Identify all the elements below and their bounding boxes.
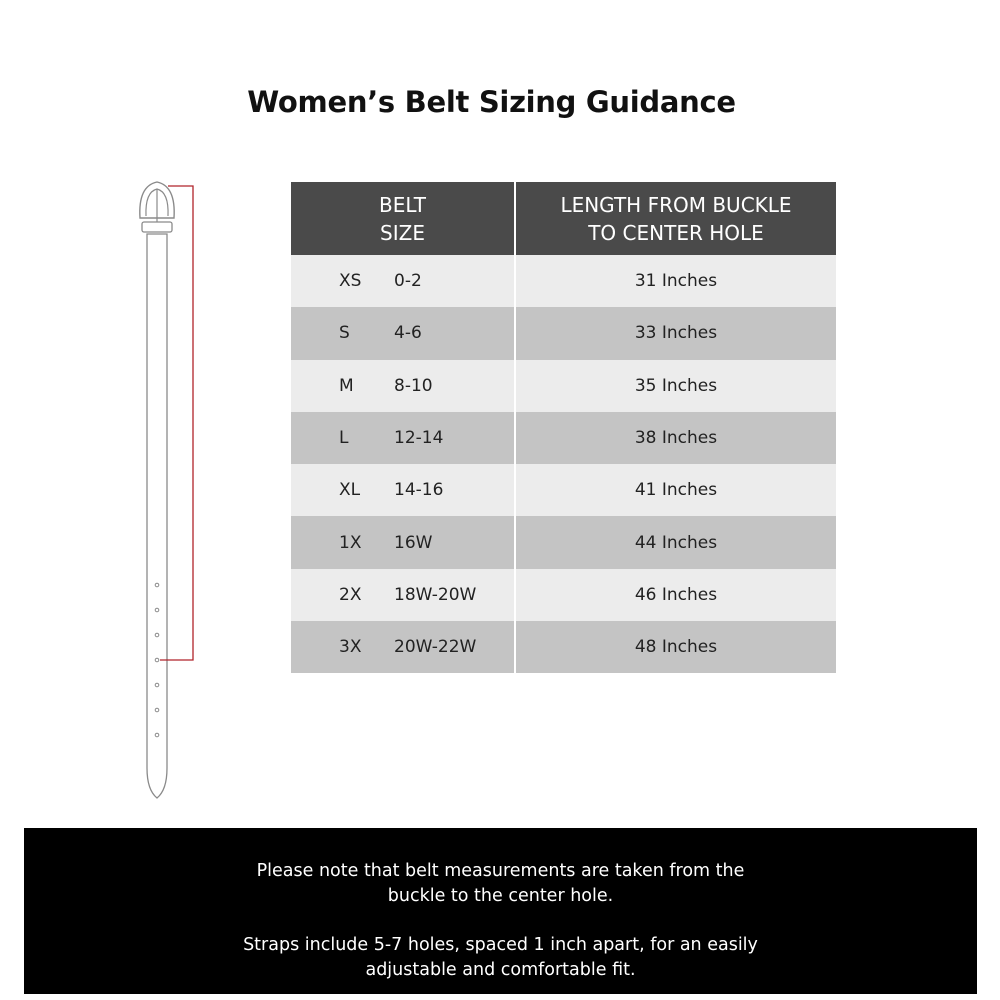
length-cell: 33 Inches [515,307,836,359]
size-numeric: 0-2 [394,271,422,292]
size-table [291,182,836,673]
size-code: 3X [339,637,362,658]
length-cell: 31 Inches [515,255,836,307]
header-length [515,182,836,255]
size-cell [291,621,515,673]
size-code: XS [339,271,362,292]
table-header-row [291,182,836,255]
note-line: buckle to the center hole. [387,886,614,906]
length-cell: 48 Inches [515,621,836,673]
size-cell [291,360,515,412]
size-code: M [339,375,354,396]
size-numeric: 16W [394,532,433,553]
size-code: S [339,323,350,344]
table-row [291,621,836,673]
length-cell: 35 Inches [515,360,836,412]
size-code: 1X [339,532,362,553]
note-line: Straps include 5-7 holes, spaced 1 inch apart, for an easily [243,935,758,955]
note-line: Please note that belt measurements are taken from the [256,861,745,881]
size-cell [291,516,515,568]
note-paragraph-holes [24,933,977,983]
header-size-line: SIZE [380,220,425,245]
header-belt-size [291,182,515,255]
table-row [291,464,836,516]
table-row [291,360,836,412]
size-numeric: 8-10 [394,375,433,396]
note-paragraph-measurement [24,859,977,909]
note-line: adjustable and comfortable fit. [365,960,636,980]
size-cell [291,307,515,359]
header-length-line: LENGTH FROM BUCKLE [560,192,792,217]
size-code: L [339,428,349,449]
size-numeric: 4-6 [394,323,422,344]
measurement-note-panel [24,828,977,994]
size-cell [291,412,515,464]
table-row [291,412,836,464]
header-length-line: TO CENTER HOLE [588,220,764,245]
belt-icon [126,178,206,803]
size-numeric: 14-16 [394,480,444,501]
length-cell: 41 Inches [515,464,836,516]
size-numeric: 12-14 [394,428,444,449]
page-title: Women’s Belt Sizing Guidance [247,85,736,120]
table-row [291,516,836,568]
size-cell [291,464,515,516]
table-row [291,307,836,359]
length-cell: 38 Inches [515,412,836,464]
size-numeric: 18W-20W [394,584,477,605]
length-cell: 44 Inches [515,516,836,568]
size-code: XL [339,480,361,501]
table-row [291,255,836,307]
size-cell [291,569,515,621]
size-code: 2X [339,584,362,605]
table-row [291,569,836,621]
length-cell: 46 Inches [515,569,836,621]
belt-strap [147,234,167,798]
size-cell [291,255,515,307]
size-numeric: 20W-22W [394,637,477,658]
belt-keeper [142,222,172,232]
header-size-line: BELT [379,192,426,217]
